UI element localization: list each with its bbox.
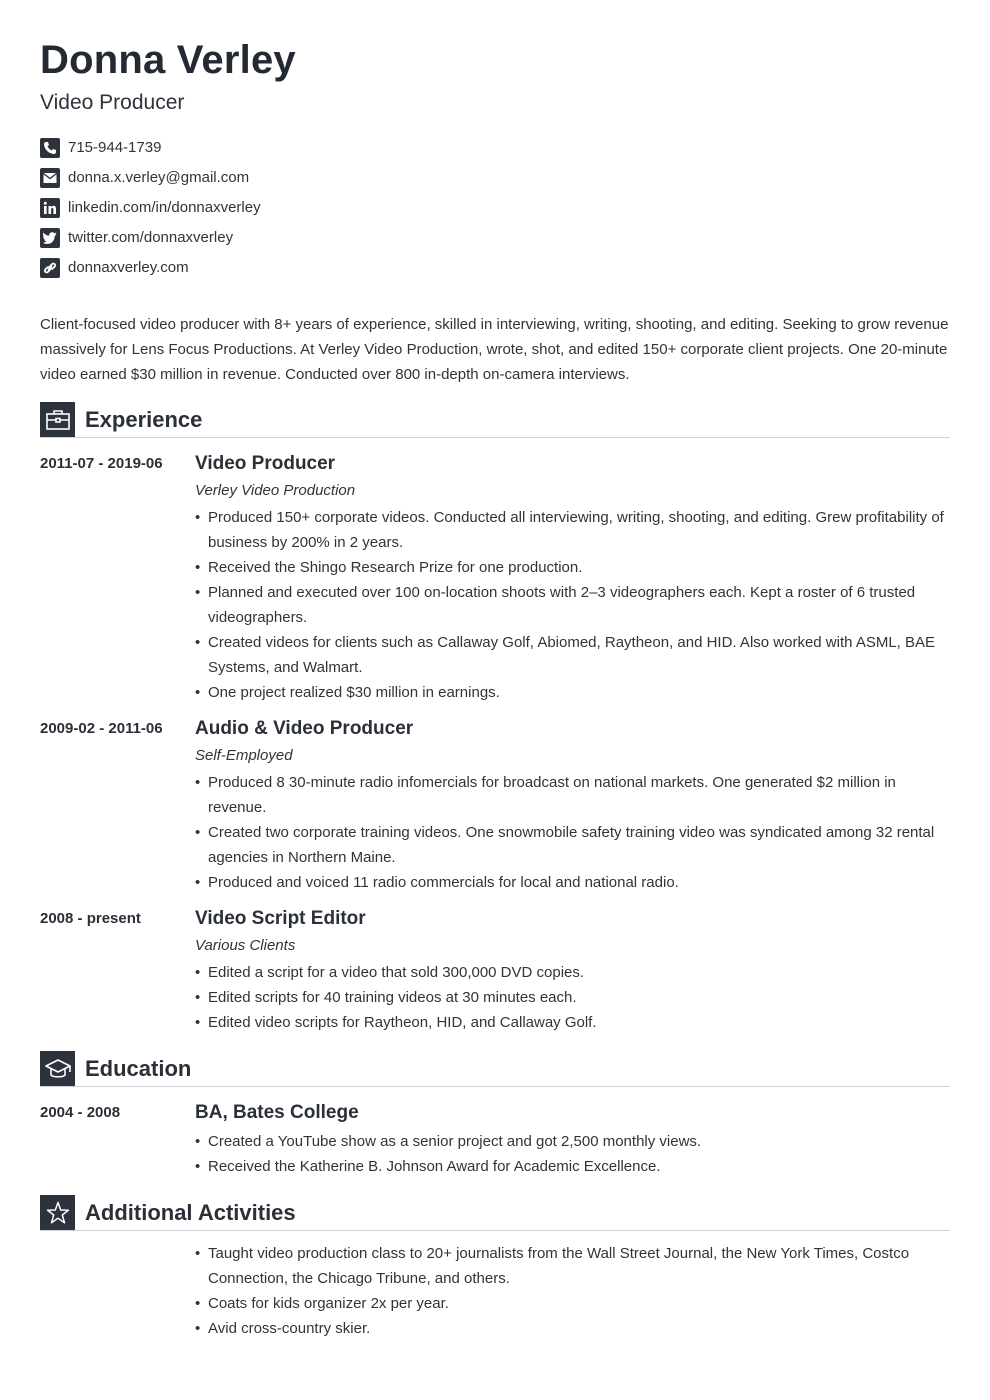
activities-section-title: Additional Activities: [85, 1200, 296, 1225]
entry-company: Various Clients: [195, 937, 296, 954]
entry-company: Verley Video Production: [195, 482, 356, 499]
education-section-header: [40, 1051, 950, 1087]
contact-phone-text[interactable]: 715-944-1739: [68, 139, 162, 156]
contact-website-text[interactable]: donnaxverley.com: [68, 259, 189, 276]
activities-bullets: [195, 1241, 950, 1341]
entry-bullets: [195, 770, 950, 895]
link-icon: [40, 258, 60, 278]
star-icon: [40, 1195, 75, 1230]
twitter-icon: [40, 228, 60, 248]
bullet-item: • Produced 150+ corporate videos. Conducted all interviewing, writing, shooting, and editing. Grew profitability of business by 200% in 2 years.: [195, 505, 950, 555]
bullet-item: • Edited a script for a video that sold 300,000 DVD copies.: [195, 960, 950, 985]
candidate-title: Video Producer: [40, 91, 185, 114]
entry-title: BA, Bates College: [195, 1102, 359, 1123]
entry-title: Audio & Video Producer: [195, 718, 414, 739]
briefcase-icon: [40, 402, 75, 437]
experience-section-header: [40, 402, 950, 438]
bullet-item: • Created a YouTube show as a senior project and got 2,500 monthly views.: [195, 1129, 950, 1154]
contact-twitter-text[interactable]: twitter.com/donnaxverley: [68, 229, 234, 246]
bullet-item: • Produced 8 30-minute radio infomercials for broadcast on national markets. One generated $2 million in revenue.: [195, 770, 950, 820]
contact-list: [40, 138, 261, 288]
profile-summary: Client-focused video producer with 8+ years of experience, skilled in interviewing, writing, shooting, and editing. Seeking to grow revenue massively for Lens Focus Productions. At Verley Video Production, wrote, shot, and edited 150+ corporate client projects. One 20-minute video earned $30 million in revenue. Conducted over 800 in-depth on-camera interviews.: [40, 316, 949, 383]
entry-date: 2004 - 2008: [40, 1104, 121, 1121]
contact-email: [40, 168, 261, 198]
linkedin-icon: [40, 198, 60, 218]
entry-bullets: [195, 505, 950, 705]
bullet-item: • Received the Katherine B. Johnson Award for Academic Excellence.: [195, 1154, 950, 1179]
bullet-item: • Created videos for clients such as Callaway Golf, Abiomed, Raytheon, and HID. Also worked with ASML, BAE Systems, and Walmart.: [195, 630, 950, 680]
entry-date: 2011-07 - 2019-06: [40, 455, 163, 472]
contact-website: [40, 258, 261, 288]
entry-company: Self-Employed: [195, 747, 293, 764]
contact-linkedin: [40, 198, 261, 228]
email-icon: [40, 168, 60, 188]
education-section-title: Education: [85, 1056, 192, 1081]
entry-title: Video Script Editor: [195, 908, 366, 929]
contact-phone: [40, 138, 261, 168]
graduation-cap-icon: [40, 1051, 75, 1086]
experience-section-title: Experience: [85, 407, 203, 432]
bullet-item: • Edited video scripts for Raytheon, HID, and Callaway Golf.: [195, 1010, 950, 1035]
bullet-item: • Produced and voiced 11 radio commercials for local and national radio.: [195, 870, 950, 895]
bullet-item: • Received the Shingo Research Prize for one production.: [195, 555, 950, 580]
candidate-name: Donna Verley: [40, 38, 296, 82]
bullet-item: • Edited scripts for 40 training videos at 30 minutes each.: [195, 985, 950, 1010]
bullet-item: • One project realized $30 million in earnings.: [195, 680, 950, 705]
bullet-item: • Planned and executed over 100 on-location shoots with 2–3 videographers each. Kept a roster of 6 trusted videographers.: [195, 580, 950, 630]
bullet-item: • Taught video production class to 20+ journalists from the Wall Street Journal, the New York Times, Costco Connection, the Chicago Tribune, and others.: [195, 1241, 950, 1291]
entry-date: 2009-02 - 2011-06: [40, 720, 163, 737]
bullet-item: • Created two corporate training videos. One snowmobile safety training video was syndicated among 32 rental agencies in Northern Maine.: [195, 820, 950, 870]
contact-linkedin-text[interactable]: linkedin.com/in/donnaxverley: [68, 199, 261, 216]
activities-section-header: [40, 1195, 950, 1231]
entry-title: Video Producer: [195, 453, 336, 474]
contact-email-text[interactable]: donna.x.verley@gmail.com: [68, 169, 250, 186]
phone-icon: [40, 138, 60, 158]
entry-bullets: [195, 1129, 950, 1179]
entry-date: 2008 - present: [40, 910, 141, 927]
bullet-item: • Coats for kids organizer 2x per year.: [195, 1291, 950, 1316]
bullet-item: • Avid cross-country skier.: [195, 1316, 950, 1341]
entry-bullets: [195, 960, 950, 1035]
contact-twitter: [40, 228, 261, 258]
